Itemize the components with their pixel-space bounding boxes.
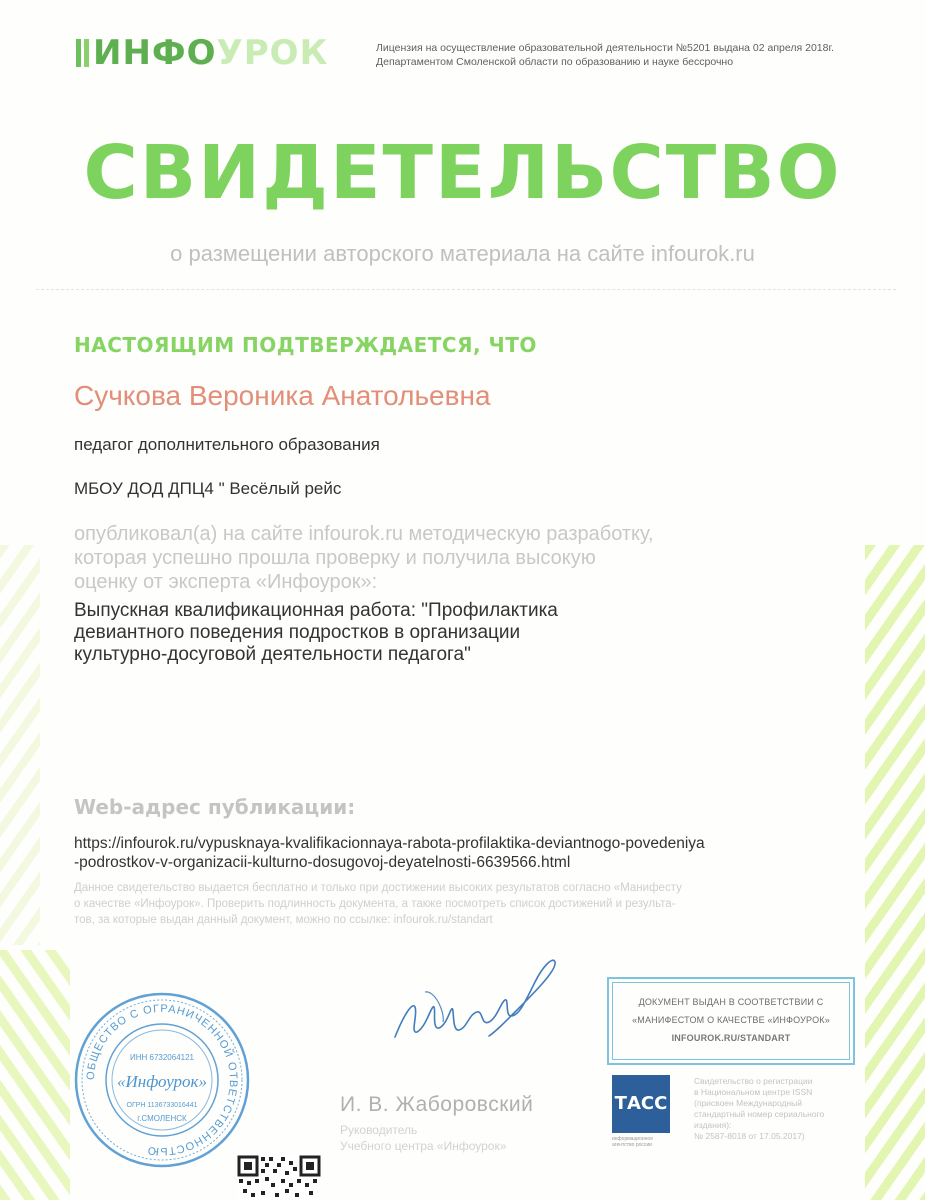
work-title-line: Выпускная квалификационная работа: "Профилактика [74,600,558,621]
registration-line: стандартный номер сериального [694,1109,825,1119]
statement-line: оценку от эксперта «Инфоурок»: [74,571,378,593]
decorative-stripes-right [865,545,925,1200]
web-address-label: Web-адрес публикации: [74,795,356,819]
qr-code-icon[interactable] [237,1155,321,1200]
work-title-line: культурно-досуговой деятельности педагога" [74,644,471,665]
standard-line: «МАНИФЕСТОМ О КАЧЕСТВЕ «ИНФОУРОК» [632,1015,830,1025]
url-line[interactable]: -podrostkov-v-organizacii-kulturno-dosugovoj-deyatelnosti-6639566.html [74,854,571,871]
note-line: тов, за которые выдан данный документ, можно по ссылке: infourok.ru/standart [74,914,493,926]
recipient-organization: МБОУ ДОД ДПЦ4 " Весёлый рейс [74,479,342,498]
tass-caption-line: агентство россии [612,1142,652,1148]
svg-text:ОБЩЕСТВО С ОГРАНИЧЕННОЙ ОТВЕТС: ОБЩЕСТВО С ОГРАНИЧЕННОЙ ОТВЕТСТВЕННОСТЬЮ [84,1002,240,1158]
statement-line: которая успешно прошла проверку и получила высокую [74,547,596,569]
work-title-line: девиантного поведения подростков в организации [74,622,521,643]
certificate-note [74,880,834,928]
certificate-subtitle: о размещении авторского материала на сайте infourok.ru [170,241,755,266]
recipient-position: педагог дополнительного образования [74,435,380,454]
registration-line: № 2587-8018 от 17.05.2017) [694,1131,805,1141]
publication-statement [74,522,774,594]
standard-line: ДОКУМЕНТ ВЫДАН В СООТВЕТСТВИИ С [638,997,824,1007]
tass-caption-line: информационное [612,1136,653,1142]
signer-role-line: Учебного центра «Инфоурок» [340,1139,507,1153]
decorative-stripes-faded [0,545,40,945]
note-line: Данное свидетельство выдается бесплатно и только при достижении высоких результатов согласно «Манифесту [74,882,682,894]
signer-role-line: Руководитель [340,1123,418,1137]
license-line: Департаментом Смоленской области по образованию и науке бессрочно [376,55,734,68]
infourok-logo [76,33,329,73]
standard-link[interactable]: INFOUROK.RU/STANDART [671,1033,791,1043]
svg-text:г.СМОЛЕНСК: г.СМОЛЕНСК [137,1114,187,1123]
registration-line: (присвоен Международный [694,1098,802,1108]
logo-text-part2: УРОК [216,33,329,73]
signer-name: И. В. Жаборовский [340,1093,534,1116]
license-info [376,42,834,69]
url-line[interactable]: https://infourok.ru/vypusknaya-kvalifikacionnaya-rabota-profilaktika-deviantnogo-povedeniya [74,835,705,852]
svg-text:«Инфоурок»: «Инфоурок» [117,1072,207,1091]
logo-bars-icon [76,39,89,67]
tass-logo-text: ТАСС [614,1093,668,1114]
confirmation-heading: НАСТОЯЩИМ ПОДТВЕРЖДАЕТСЯ, ЧТО [74,333,537,357]
signer-role [340,1122,506,1154]
tass-logo [612,1075,670,1133]
divider [36,289,896,290]
registration-line: Свидетельство о регистрации [694,1076,813,1086]
decorative-stripes-left [0,950,70,1200]
issn-registration [694,1076,854,1142]
note-line: о качестве «Инфоурок». Проверить подлинность документа, а также посмотреть список достижений и результа- [74,898,676,910]
company-seal [72,990,252,1170]
certificate-title: СВИДЕТЕЛЬСТВО [83,130,842,216]
svg-text:ИНН 6732064121: ИНН 6732064121 [129,1053,195,1062]
statement-line: опубликовал(а) на сайте infourok.ru методическую разработку, [74,523,654,545]
logo-text [93,33,329,73]
logo-text-part1: ИНФО [93,33,217,73]
publication-url[interactable] [74,834,705,872]
recipient-name: Сучкова Вероника Анатольевна [74,380,491,411]
work-title [74,600,694,666]
registration-line: издания): [694,1120,732,1130]
registration-line: в Национальном центре ISSN [694,1087,813,1097]
tass-caption [612,1136,682,1148]
quality-standard-box [607,977,855,1065]
license-line: Лицензия на осуществление образовательной деятельности №5201 выдана 02 апреля 2018г. [376,42,834,54]
handwritten-signature [385,952,565,1072]
svg-text:ОГРН 1136733016441: ОГРН 1136733016441 [126,1102,198,1109]
